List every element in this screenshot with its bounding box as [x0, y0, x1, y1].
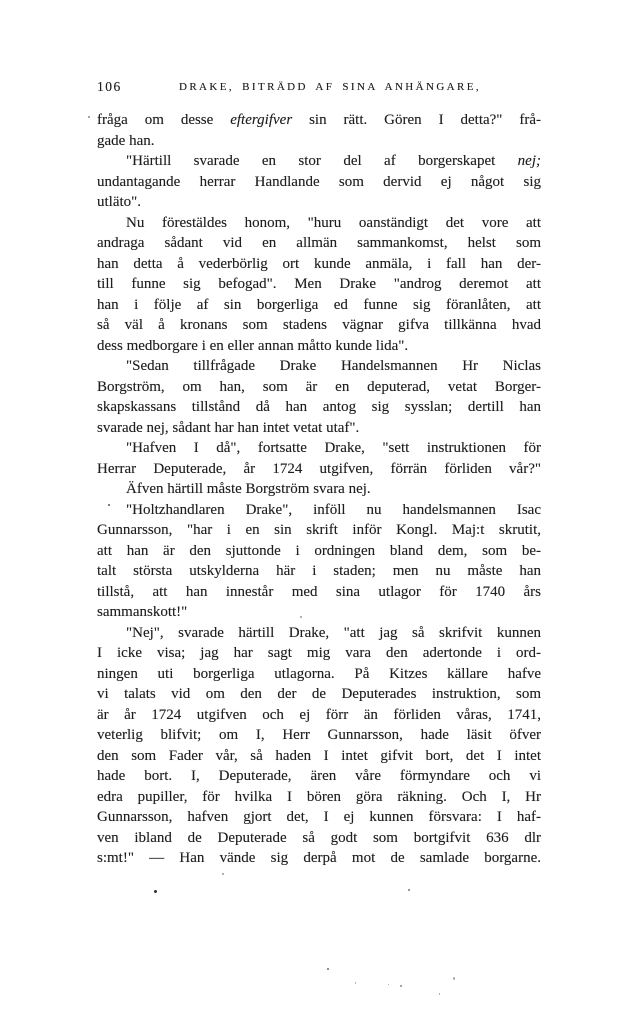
text-segment: I icke visa; jag har sagt mig vara den adertonde i ord-: [97, 645, 541, 661]
text-segment: undantagande herrar Handlande som dervid ej något sig: [97, 173, 541, 190]
text-segment: svarade nej, sådant har han intet vetat utaf".: [97, 419, 360, 436]
text-segment: vi talats vid om den der de Deputerades instruktion, som: [97, 686, 541, 702]
text-line: [97, 397, 541, 418]
text-line: [97, 172, 541, 193]
text-segment: den som Fader vår, så haden I intet gifvit bort, det I intet: [97, 747, 541, 764]
text-segment: sin rätt. Gören I detta?" frå-: [292, 112, 541, 128]
text-line: [97, 213, 541, 234]
text-line: [97, 848, 541, 869]
scan-speck: [388, 984, 389, 985]
scan-speck: [327, 968, 329, 970]
scan-speck: [408, 889, 410, 891]
text-segment: han detta å vederbörlig ort kunde anmäla, i fall han der-: [97, 255, 541, 272]
text-segment: "Hafven I då", fortsatte Drake, "sett instruktionen för: [126, 440, 541, 456]
text-segment: att han är den sjuttonde i ordningen bland dem, som be-: [97, 542, 541, 559]
text-segment: dess medborgare i en eller annan måtto kunde lida".: [97, 337, 409, 354]
text-segment: s:mt!" — Han vände sig derpå mot de samlade borgarne.: [97, 850, 541, 866]
scan-speck: [400, 985, 402, 987]
text-line: [97, 110, 541, 131]
text-segment: är år 1724 utgifven och ej förr än förliden våras, 1741,: [97, 706, 541, 723]
text-line: [97, 705, 541, 726]
text-line: [97, 418, 541, 439]
text-line: [97, 459, 541, 480]
text-segment: skapskassans tillstånd då han antog sig sysslan; dertill han: [97, 399, 541, 415]
text-block: [97, 110, 541, 869]
text-segment: Gunnarsson, hafven gjort det, I ej kunnen försvara: I haf-: [97, 809, 541, 825]
text-line: [97, 664, 541, 685]
text-line: [97, 828, 541, 849]
text-segment: Äfven härtill måste Borgström svara nej.: [126, 481, 371, 497]
text-segment: hade bort. I, Deputerade, ären våre förmyndare och vi: [97, 768, 541, 784]
text-segment: gade han.: [97, 132, 155, 149]
text-segment: Borgström, om han, som är en deputerad, vetat Borger-: [97, 378, 541, 395]
italic-text: eftergifver: [230, 112, 293, 128]
text-segment: ven ibland de Deputerade så godt som bortgifvit 636 dlr: [97, 829, 541, 846]
page-header: [97, 79, 541, 97]
text-segment: fråga om desse: [97, 112, 231, 128]
italic-text: nej;: [517, 153, 541, 169]
text-line: [97, 623, 541, 644]
text-segment: sammanskott!": [97, 604, 188, 620]
text-segment: "Sedan tillfrågade Drake Handelsmannen Hr Niclas: [126, 358, 541, 374]
scan-speck: [439, 993, 440, 995]
text-line: [97, 582, 541, 603]
text-line: [97, 336, 541, 357]
text-segment: veterlig blifvit; om I, Herr Gunnarsson, hade läsit öfver: [97, 727, 541, 743]
page-number: 106: [97, 79, 122, 94]
text-segment: så väl å kronans som stadens vägnar gifva tillkänna hvad: [97, 317, 541, 333]
text-segment: utläto".: [97, 194, 142, 210]
text-line: [97, 438, 541, 459]
text-line: [97, 684, 541, 705]
scan-speck: [453, 977, 455, 980]
text-line: [97, 479, 541, 500]
scan-speck: [300, 616, 302, 618]
text-segment: han i följe af sin borgerliga ed funne sig föranlåten, att: [97, 296, 541, 313]
text-line: [97, 315, 541, 336]
text-line: [97, 602, 541, 623]
text-segment: "Holtzhandlaren Drake", inföll nu handelsmannen Isac: [126, 501, 541, 518]
text-line: [97, 192, 541, 213]
text-line: [97, 377, 541, 398]
text-segment: "Härtill svarade en stor del af borgerskapet: [126, 153, 518, 169]
text-segment: talt största utskylderna här i staden; men nu måste han: [97, 563, 541, 579]
scan-speck: [88, 116, 90, 118]
text-segment: Nu förestäldes honom, "huru oanständigt det vore att: [126, 214, 541, 231]
text-segment: "Nej", svarade härtill Drake, "att jag så skrifvit kunnen: [126, 624, 541, 641]
text-segment: Gunnarsson, "har i en sin skrift inför Kongl. Maj:t skrutit,: [97, 522, 541, 538]
text-segment: andraga sådant vid en allmän sammankomst, helst som: [97, 235, 541, 251]
text-line: [97, 541, 541, 562]
text-line: [97, 766, 541, 787]
text-line: [97, 725, 541, 746]
text-segment: tillstå, att han innestår med sina utlagor för 1740 års: [97, 583, 541, 600]
text-line: [97, 131, 541, 152]
text-line: [97, 356, 541, 377]
text-line: [97, 233, 541, 254]
text-segment: ningen uti borgerliga utlagorna. På Kitzes källare hafve: [97, 665, 541, 682]
scan-speck: [154, 890, 157, 893]
text-line: [97, 254, 541, 275]
text-line: [97, 643, 541, 664]
text-line: [97, 500, 541, 521]
text-line: [97, 274, 541, 295]
scan-speck: [108, 504, 110, 506]
text-line: [97, 151, 541, 172]
running-head: DRAKE, BITRÄDD AF SINA ANHÄNGARE,: [178, 80, 482, 93]
text-segment: till funne sig befogad". Men Drake "androg deremot att: [97, 276, 541, 292]
scan-speck: [222, 873, 224, 875]
text-line: [97, 787, 541, 808]
text-line: [97, 807, 541, 828]
text-segment: Herrar Deputerade, år 1724 utgifven, förrän förliden vår?": [97, 460, 541, 477]
text-line: [97, 520, 541, 541]
text-segment: edra pupiller, för hvilka I bören göra räkning. Och I, Hr: [97, 788, 541, 805]
scan-speck: [355, 982, 356, 984]
text-line: [97, 295, 541, 316]
text-line: [97, 746, 541, 767]
text-line: [97, 561, 541, 582]
